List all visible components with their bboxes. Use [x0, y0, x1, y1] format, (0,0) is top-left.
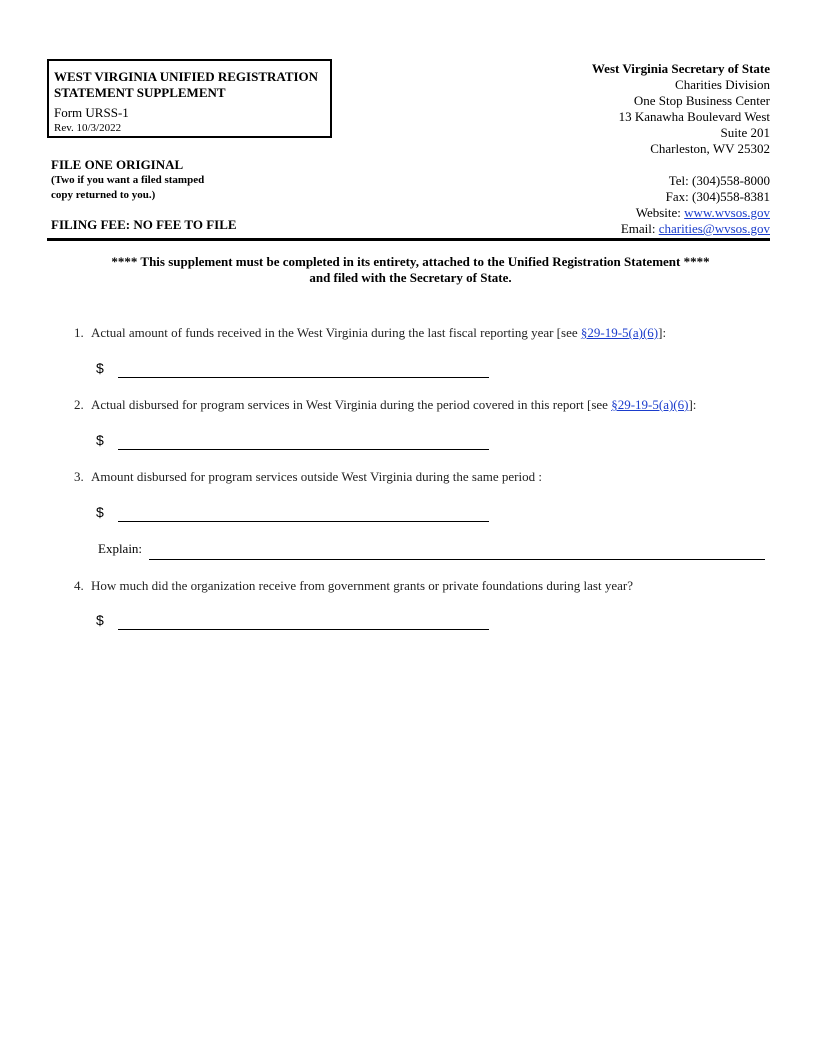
- supplement-notice: **** This supplement must be completed in its entirety, attached to the Unified Registration Statement **** and filed with the Secretary of State.: [111, 254, 710, 285]
- filing-fee-value: : NO FEE TO FILE: [125, 217, 237, 232]
- email-link[interactable]: charities@wvsos.gov: [658, 221, 770, 236]
- sos-email-row: Email: charities@wvsos.gov: [620, 221, 770, 236]
- filing-fee: FILING FEE: NO FEE TO FILE: [51, 217, 237, 232]
- sos-website-row: Website: www.wvsos.gov: [635, 205, 770, 220]
- website-link[interactable]: www.wvsos.gov: [684, 205, 770, 220]
- question-1: 1. Actual amount of funds received in the West Virginia during the last fiscal reporting year [see §29-19-5(a)(6)]:: [74, 325, 667, 340]
- form-title-box: [47, 59, 332, 138]
- statute-link[interactable]: §29-19-5(a)(6): [580, 325, 659, 340]
- amount-field-2[interactable]: [118, 449, 489, 450]
- explain-label: Explain:: [98, 541, 143, 556]
- amount-field-4[interactable]: [118, 629, 489, 630]
- sos-suite: Suite 201: [720, 125, 770, 140]
- amount-field-3[interactable]: [118, 521, 489, 522]
- dollar-sign: $: [96, 504, 104, 520]
- amount-field-1[interactable]: [118, 377, 489, 378]
- file-one-original: FILE ONE ORIGINAL: [51, 157, 184, 172]
- form-id: Form URSS-1: [54, 105, 129, 120]
- sos-street: 13 Kanawha Boulevard West: [618, 109, 770, 124]
- dollar-sign: $: [96, 612, 104, 628]
- sos-fax: Fax: (304)558-8381: [665, 189, 770, 204]
- question-4: 4. How much did the organization receive from government grants or private foundations during last year?: [74, 578, 633, 593]
- sos-division: Charities Division: [675, 77, 770, 92]
- sos-tel: Tel: (304)558-8000: [668, 173, 770, 188]
- form-title: WEST VIRGINIA UNIFIED REGISTRATION STATEMENT SUPPLEMENT: [54, 69, 319, 100]
- filing-note: (Two if you want a filed stamped copy returned to you.): [51, 174, 205, 201]
- sos-address: [592, 61, 770, 237]
- dollar-sign: $: [96, 360, 104, 376]
- question-2: 2. Actual disbursed for program services in West Virginia during the period covered in this report [see §29-19-5(a)(6)]:: [74, 397, 697, 412]
- sos-org: West Virginia Secretary of State: [591, 61, 770, 76]
- form-revision: Rev. 10/3/2022: [54, 122, 122, 134]
- header-divider: [47, 238, 770, 241]
- explain-field[interactable]: [149, 559, 765, 560]
- dollar-sign: $: [96, 432, 104, 448]
- question-3: 3. Amount disbursed for program services outside West Virginia during the same period :: [74, 469, 542, 484]
- statute-link[interactable]: §29-19-5(a)(6): [611, 397, 689, 412]
- sos-city: Charleston, WV 25302: [650, 141, 770, 156]
- sos-center: One Stop Business Center: [633, 93, 770, 108]
